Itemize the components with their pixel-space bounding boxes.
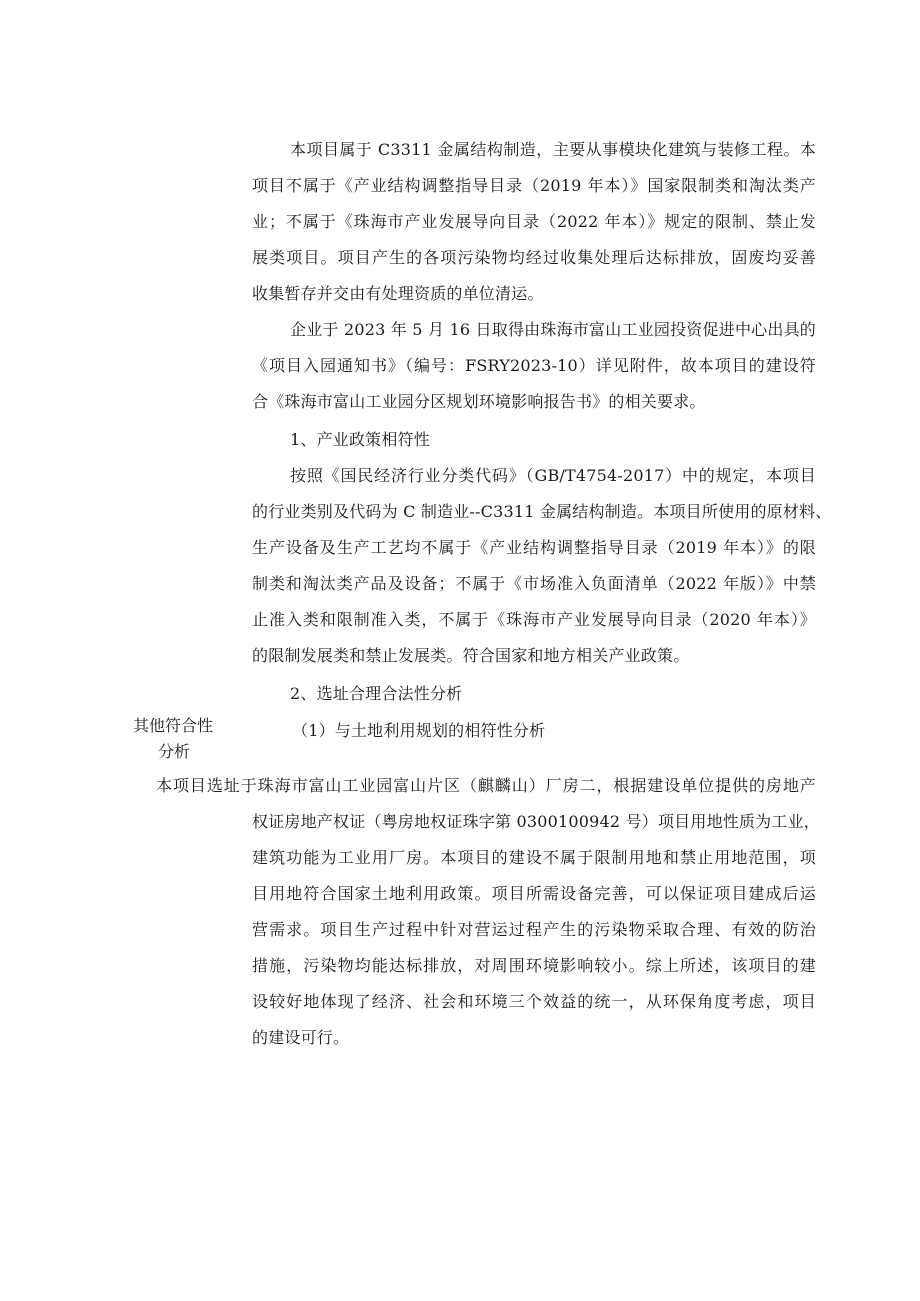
paragraph-1-line-1: 本项目属于 C3311 金属结构制造，主要从事模块化建筑与装修工程。本 [290, 140, 816, 159]
heading-land-use: （1）与土地利用规划的相符性分析 [292, 721, 546, 740]
paragraph-4-line-7: 设较好地体现了经济、社会和环境三个效益的统一，从环保角度考虑，项目 [252, 992, 816, 1011]
paragraph-4-line-4: 目用地符合国家土地利用政策。项目所需设备完善，可以保证项目建成后运 [252, 884, 816, 903]
paragraph-4-line-3: 建筑功能为工业用厂房。本项目的建设不属于限制用地和禁止用地范围，项 [252, 848, 816, 867]
paragraph-3-line-3: 生产设备及生产工艺均不属于《产业结构调整指导目录（2019 年本）》的限 [252, 538, 816, 557]
paragraph-3-line-5: 止准入类和限制准入类，不属于《珠海市产业发展导向目录（2020 年本）》 [252, 610, 816, 629]
paragraph-3-line-2: 的行业类别及代码为 C 制造业--C3311 金属结构制造。本项目所使用的原材料、 [252, 502, 832, 521]
paragraph-3-line-6: 的限制发展类和禁止发展类。符合国家和地方相关产业政策。 [252, 646, 690, 665]
paragraph-3-line-4: 制类和淘汰类产品及设备；不属于《市场准入负面清单（2022 年版）》中禁 [252, 574, 816, 593]
paragraph-1-line-4: 展类项目。项目产生的各项污染物均经过收集处理后达标排放，固废均妥善 [252, 248, 816, 267]
paragraph-4-line-1: 本项目选址于珠海市富山工业园富山片区（麒麟山）厂房二，根据建设单位提供的房地产 [156, 776, 816, 795]
heading-site-selection: 2、选址合理合法性分析 [290, 684, 463, 703]
heading-industrial-policy: 1、产业政策相符性 [290, 430, 430, 449]
paragraph-2-line-3: 合《珠海市富山工业园分区规划环境影响报告书》的相关要求。 [252, 392, 706, 411]
paragraph-4-line-2: 权证房地产权证（粤房地权证珠字第 0300100942 号）项目用地性质为工业， [252, 812, 820, 831]
left-label-line-1: 其他符合性 [133, 716, 214, 735]
paragraph-4-line-8: 的建设可行。 [252, 1028, 350, 1047]
paragraph-4-line-5: 营需求。项目生产过程中针对营运过程产生的污染物采取合理、有效的防治 [252, 920, 816, 939]
paragraph-2-line-1: 企业于 2023 年 5 月 16 日取得由珠海市富山工业园投资促进中心出具的 [290, 320, 816, 339]
paragraph-1-line-2: 项目不属于《产业结构调整指导目录（2019 年本）》国家限制类和淘汰类产 [252, 176, 816, 195]
left-label-line-2: 分析 [158, 742, 191, 761]
paragraph-1-line-3: 业；不属于《珠海市产业发展导向目录（2022 年本）》规定的限制、禁止发 [252, 212, 816, 231]
paragraph-1-line-5: 收集暂存并交由有处理资质的单位清运。 [252, 284, 544, 303]
paragraph-2-line-2: 《项目入园通知书》（编号：FSRY2023-10）详见附件，故本项目的建设符 [252, 356, 816, 375]
paragraph-3-line-1: 按照《国民经济行业分类代码》（GB/T4754-2017）中的规定，本项目 [290, 466, 816, 485]
paragraph-4-line-6: 措施，污染物均能达标排放，对周围环境影响较小。综上所述，该项目的建 [252, 956, 816, 975]
